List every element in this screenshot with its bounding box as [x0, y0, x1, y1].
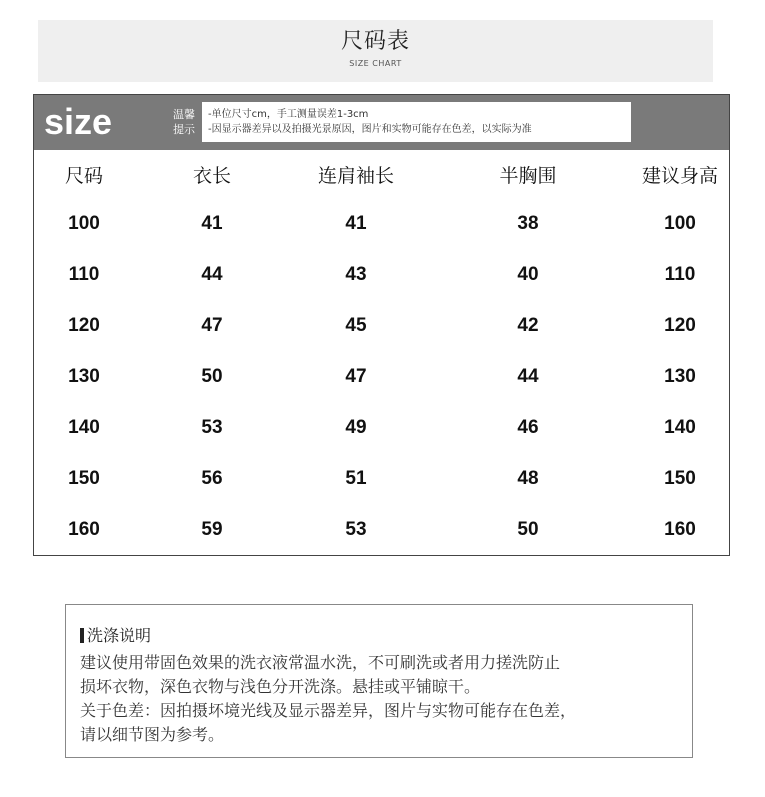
tip-label-line-1: 温馨 [173, 108, 195, 121]
table-cell: 48 [517, 468, 539, 489]
size-word: size [44, 101, 113, 142]
table-cell: 40 [517, 264, 539, 285]
title-bar-icon [80, 628, 84, 643]
table-cell: 51 [345, 468, 367, 489]
table-cell: 46 [517, 417, 539, 438]
table-cell: 130 [664, 366, 696, 387]
wash-line-2: 损坏衣物，深色衣物与浅色分开洗涤。悬挂或平铺晾干。 [80, 677, 481, 696]
page-subtitle: SIZE CHART [349, 59, 402, 68]
wash-text [80, 651, 685, 747]
wash-title [80, 623, 151, 646]
tip-label [167, 103, 201, 141]
table-cell: 150 [68, 468, 100, 489]
size-table [33, 94, 730, 556]
size-banner [34, 95, 729, 150]
table-cell: 53 [345, 519, 367, 540]
table-cell: 160 [68, 519, 100, 540]
tip-line-1: -单位尺寸cm，手工测量误差1-3cm [208, 109, 369, 120]
wash-line-3: 关于色差：因拍摄坏境光线及显示器差异，图片与实物可能存在色差， [80, 701, 577, 720]
table-cell: 53 [201, 417, 223, 438]
table-cell: 59 [201, 519, 223, 540]
table-cell: 160 [664, 519, 696, 540]
column-header: 建议身高 [641, 165, 719, 187]
column-header: 衣长 [192, 165, 232, 187]
table-cell: 120 [664, 315, 696, 336]
table-cell: 56 [201, 468, 223, 489]
table-cell: 50 [201, 366, 223, 387]
table-cell: 120 [68, 315, 100, 336]
table-cell: 110 [664, 264, 696, 285]
table-cell: 42 [517, 315, 539, 336]
table-cell: 150 [664, 468, 696, 489]
table-cell: 140 [68, 417, 100, 438]
wash-line-4: 请以细节图为参考。 [80, 725, 225, 744]
column-header: 连肩袖长 [317, 165, 395, 187]
tip-box [202, 102, 631, 142]
column-header: 半胸围 [499, 165, 557, 187]
table-cell: 44 [517, 366, 539, 387]
table-cell: 140 [664, 417, 696, 438]
table-cell: 130 [68, 366, 100, 387]
wash-title-text: 洗涤说明 [87, 626, 152, 645]
table-cell: 44 [201, 264, 223, 285]
table-cell: 100 [68, 213, 100, 234]
table-cell: 41 [201, 213, 223, 234]
wash-instructions [65, 604, 693, 758]
tip-label-line-2: 提示 [173, 123, 195, 136]
size-chart-header [38, 20, 713, 82]
table-cell: 47 [345, 366, 367, 387]
table-cell: 110 [68, 264, 100, 285]
table-cell: 41 [345, 213, 367, 234]
table-cell: 100 [664, 213, 696, 234]
table-cell: 50 [517, 519, 539, 540]
table-cell: 38 [517, 213, 539, 234]
wash-line-1: 建议使用带固色效果的洗衣液常温水洗，不可刷洗或者用力搓洗防止 [80, 653, 561, 672]
table-cell: 47 [201, 315, 223, 336]
table-cell: 43 [345, 264, 367, 285]
tip-line-2: -因显示器差异以及拍摄光景原因，图片和实物可能存在色差，以实际为准 [208, 124, 532, 135]
table-cell: 45 [345, 315, 367, 336]
table-cell: 49 [345, 417, 367, 438]
page-title: 尺码表 [340, 29, 410, 54]
column-header: 尺码 [64, 165, 104, 187]
